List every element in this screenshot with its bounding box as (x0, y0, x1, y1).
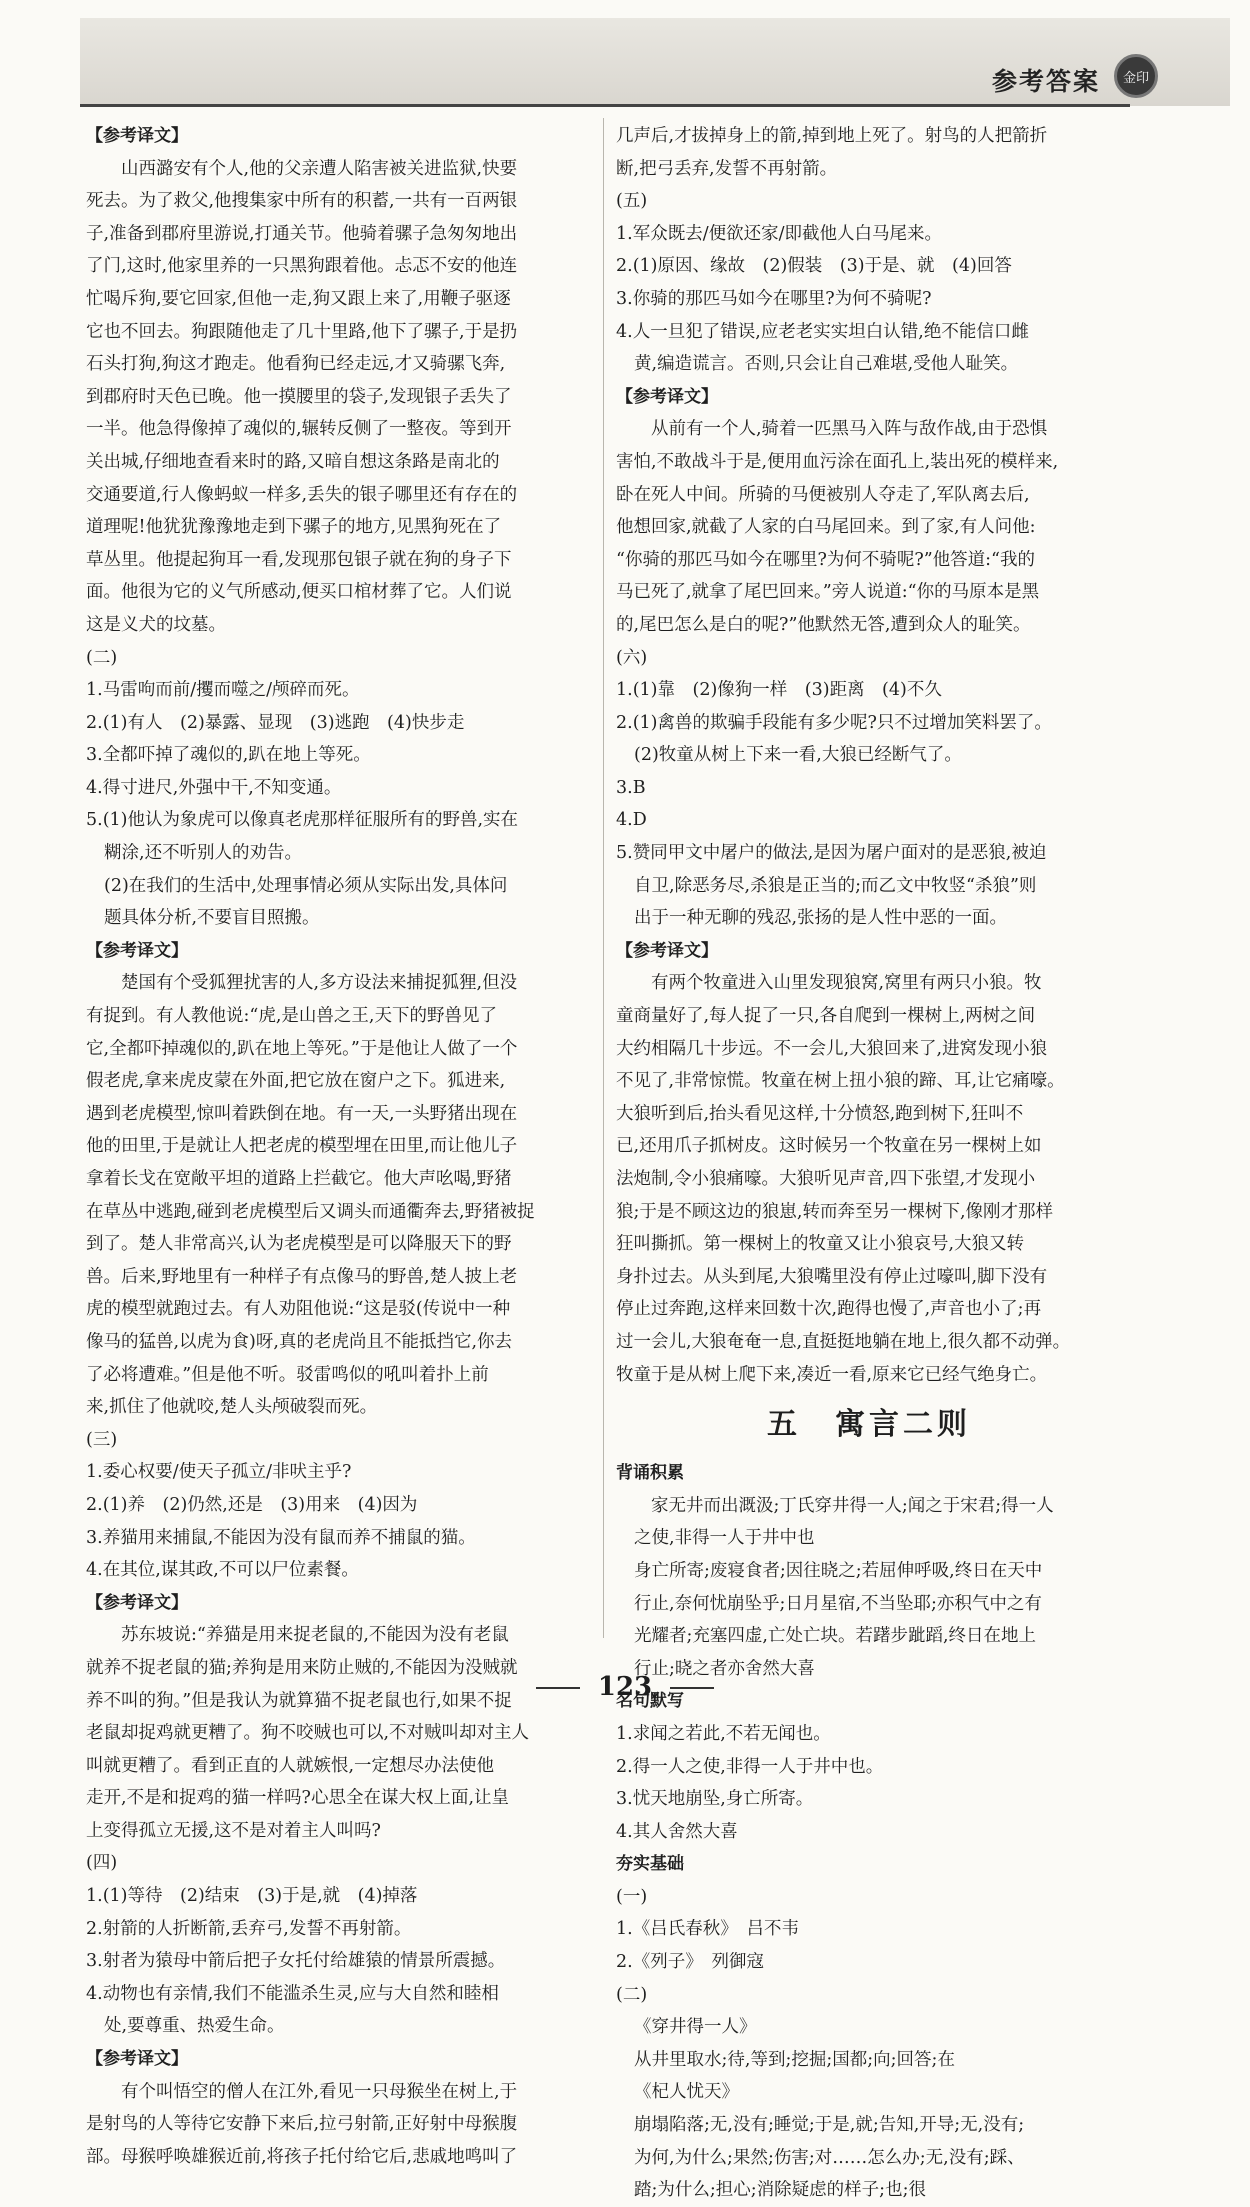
text-line: 楚国有个受狐狸扰害的人,多方设法来捕捉狐狸,但没 (121, 973, 518, 994)
text-line: 为何,为什么;果然;伤害;对……怎么办;无,没有;踩、 (634, 2147, 1025, 2168)
text-line: 养不叫的狗。”但是我认为就算猫不捉老鼠也行,如果不捉 (86, 1690, 512, 1711)
text-line: 2.(1)禽兽的欺骗手段能有多少呢?只不过增加笑料罢了。 (616, 712, 1052, 733)
text-line: 马已死了,就拿了尾巴回来。”旁人说道:“你的马原本是黑 (616, 582, 1040, 603)
page-number-dash-left (536, 1687, 580, 1689)
text-line: 2.(1)有人 (2)暴露、显现 (3)逃跑 (4)快步走 (86, 712, 465, 733)
text-line: 法炮制,令小狼痛嚎。大狼听见声音,四下张望,才发现小 (616, 1169, 1036, 1189)
translation-heading: 【参考译文】 (86, 126, 188, 146)
text-line: 4.人一旦犯了错误,应老老实实坦白认错,绝不能信口雌 (616, 321, 1029, 342)
text-line: 家无井而出溉汲;丁氏穿井得一人;闻之于宋君;得一人 (651, 1495, 1054, 1516)
text-line: 行止,奈何忧崩坠乎;日月星宿,不当坠耶;亦积气中之有 (634, 1593, 1042, 1614)
text-line: 光耀者;充塞四虚,亡处亡块。若躇步跐蹈,终日在地上 (634, 1626, 1037, 1647)
text-line: 4.得寸进尺,外强中干,不知变通。 (86, 777, 342, 798)
text-line: 狼;于是不顾这边的狼崽,转而奔至另一棵树下,像刚才那样 (616, 1201, 1054, 1222)
text-line: 是射鸟的人等待它安静下来后,拉弓射箭,正好射中母猴腹 (86, 2114, 518, 2135)
text-line: 苏东坡说:“养猫是用来捉老鼠的,不能因为没有老鼠 (121, 1625, 509, 1646)
text-line: 已,还用爪子抓树皮。这时候另一个牧童在另一棵树上如 (616, 1136, 1042, 1157)
text-line: 1.求闻之若此,不若无闻也。 (616, 1723, 831, 1744)
publisher-logo-icon: 金印 (1114, 54, 1158, 98)
text-line: 4.其人舍然大喜 (616, 1821, 738, 1842)
text-line: (五) (616, 191, 648, 212)
text-line: 题具体分析,不要盲目照搬。 (104, 908, 320, 929)
translation-heading: 【参考译文】 (86, 2049, 188, 2070)
text-line: 行止;晓之者亦舍然大喜 (634, 1658, 815, 1679)
text-line: 他的田里,于是就让人把老虎的模型埋在田里,而让他儿子 (86, 1136, 518, 1157)
text-line: (一) (616, 1886, 648, 1907)
column-divider (603, 118, 604, 1638)
text-line: 像马的猛兽,以虎为食)呀,真的老虎尚且不能抵挡它,你去 (86, 1331, 513, 1352)
text-line: 就养不捉老鼠的猫;养狗是用来防止贼的,不能因为没贼就 (86, 1657, 518, 1678)
text-line: 石头打狗,狗这才跑走。他看狗已经走远,才又骑骡飞奔, (86, 354, 506, 375)
text-line: (四) (86, 1853, 118, 1874)
chapter-title: 五 寓言二则 (767, 1407, 971, 1443)
text-line: (三) (86, 1429, 118, 1450)
text-line: 死去。为了救父,他搜集家中所有的积蓄,一共有一百两银 (86, 191, 518, 212)
text-line: 《杞人忧天》 (634, 2082, 739, 2103)
text-line: 到了。楚人非常高兴,认为老虎模型是可以降服天下的野 (86, 1234, 512, 1255)
translation-heading: 【参考译文】 (616, 386, 718, 407)
text-line: 从井里取水;待,等到;挖掘;国都;向;回答;在 (634, 2049, 955, 2070)
text-line: 一半。他急得像掉了魂似的,辗转反侧了一整夜。等到开 (86, 419, 512, 440)
text-line: 它,全都吓掉魂似的,趴在地上等死。”于是他让人做了一个 (86, 1038, 518, 1059)
text-line: 身亡所寄;废寝食者;因往晓之;若屈伸呼吸,终日在天中 (634, 1560, 1043, 1581)
text-line: 5.赞同甲文中屠户的做法,是因为屠户面对的是恶狼,被迫 (616, 843, 1047, 864)
text-line: 4.D (616, 810, 647, 831)
text-line: 不见了,非常惊慌。牧童在树上扭小狼的蹄、耳,让它痛嚎。 (616, 1071, 1065, 1092)
section-heading: 背诵积累 (616, 1463, 684, 1484)
page-number-dash-right (670, 1687, 714, 1689)
text-line: 关出城,仔细地查看来时的路,又暗自想这条路是南北的 (86, 451, 500, 472)
text-line: 1.马雷呴而前/攫而噬之/颅碎而死。 (86, 680, 360, 701)
text-line: 老鼠却捉鸡就更糟了。狗不咬贼也可以,不对贼叫却对主人 (86, 1723, 530, 1744)
text-line: 大约相隔几十步远。不一会儿,大狼回来了,进窝发现小狼 (616, 1038, 1048, 1059)
text-line: 它也不回去。狗跟随他走了几十里路,他下了骡子,于是扔 (86, 321, 518, 342)
page-number-value: 123 (597, 1672, 653, 1702)
section-heading: 名句默写 (616, 1691, 684, 1712)
text-line: 身扑过去。从头到尾,大狼嘴里没有停止过嚎叫,脚下没有 (616, 1266, 1048, 1287)
text-line: 他想回家,就截了人家的白马尾回来。到了家,有人问他: (616, 517, 1036, 538)
text-line: “你骑的那匹马如今在哪里?为何不骑呢?”他答道:“我的 (616, 549, 1035, 570)
text-line: 之使,非得一人于井中也 (634, 1528, 815, 1549)
text-line: 2.(1)原因、缘故 (2)假装 (3)于是、就 (4)回答 (616, 256, 1012, 277)
right-column (616, 120, 1122, 2207)
text-line: 4.动物也有亲情,我们不能滥杀生灵,应与大自然和睦相 (86, 1983, 499, 2004)
text-line: (二) (86, 647, 118, 668)
text-line: 了必将遭难。”但是他不听。驳雷鸣似的吼叫着扑上前 (86, 1364, 489, 1385)
text-line: 害怕,不敢战斗于是,便用血污涂在面孔上,装出死的模样来, (616, 451, 1059, 472)
text-line: 踏;为什么;担心;消除疑虑的样子;也;很 (634, 2180, 926, 2201)
text-line: 2.(1)养 (2)仍然,还是 (3)用来 (4)因为 (86, 1494, 418, 1515)
text-line: 假老虎,拿来虎皮蒙在外面,把它放在窗户之下。狐进来, (86, 1071, 506, 1092)
text-line: 糊涂,还不听别人的劝告。 (104, 843, 303, 864)
text-line: 断,把弓丢弃,发誓不再射箭。 (616, 158, 838, 179)
text-line: 《穿井得一人》 (634, 2017, 757, 2038)
text-line: 子,准备到郡府里游说,打通关节。他骑着骡子急匆匆地出 (86, 223, 518, 244)
text-line: 部。母猴呼唤雄猴近前,将孩子托付给它后,悲戚地鸣叫了 (86, 2146, 518, 2167)
text-line: 这是义犬的坟墓。 (86, 614, 226, 635)
text-line: 走开,不是和捉鸡的猫一样吗?心思全在谋大权上面,让皇 (86, 1788, 510, 1809)
text-line: 出于一种无聊的残忍,张扬的是人性中恶的一面。 (634, 908, 1008, 929)
text-line: 3.忧天地崩坠,身亡所寄。 (616, 1789, 814, 1810)
text-line: 有捉到。有人教他说:“虎,是山兽之王,天下的野兽见了 (86, 1006, 497, 1027)
text-line: 到郡府时天色已晚。他一摸腰里的袋子,发现银子丢失了 (86, 386, 512, 407)
text-line: 在草丛中逃跑,碰到老虎模型后又调头而通衢奔去,野猪被捉 (86, 1201, 535, 1222)
text-line: (六) (616, 647, 648, 668)
text-line: 2.得一人之使,非得一人于井中也。 (616, 1756, 884, 1777)
text-line: 过一会儿,大狼奄奄一息,直挺挺地躺在地上,很久都不动弹。 (616, 1331, 1071, 1352)
text-line: 5.(1)他认为象虎可以像真老虎那样征服所有的野兽,实在 (86, 810, 519, 831)
text-line: 3.B (616, 777, 646, 798)
text-line: 草丛里。他提起狗耳一看,发现那包银子就在狗的身子下 (86, 549, 512, 570)
text-line: 2.《列子》 列御寇 (616, 1952, 764, 1973)
text-line: 3.你骑的那匹马如今在哪里?为何不骑呢? (616, 288, 932, 309)
text-line: 3.全都吓掉了魂似的,趴在地上等死。 (86, 745, 371, 766)
text-line: 上变得孤立无援,这不是对着主人叫吗? (86, 1820, 381, 1841)
translation-heading: 【参考译文】 (616, 940, 718, 961)
text-line: 2.射箭的人折断箭,丢弃弓,发誓不再射箭。 (86, 1918, 412, 1939)
text-line: 虎的模型就跑过去。有人劝阻他说:“这是驳(传说中一种 (86, 1299, 511, 1320)
text-line: 有两个牧童进入山里发现狼窝,窝里有两只小狼。牧 (651, 973, 1042, 994)
text-line: 童商量好了,每人捉了一只,各自爬到一棵树上,两树之间 (616, 1006, 1036, 1027)
text-line: 山西潞安有个人,他的父亲遭人陷害被关进监狱,快要 (121, 158, 518, 179)
text-line: 道理呢!他犹犹豫豫地走到下骡子的地方,见黑狗死在了 (86, 517, 502, 538)
text-line: 4.在其位,谋其政,不可以尸位素餐。 (86, 1560, 359, 1581)
text-line: 崩塌陷落;无,没有;睡觉;于是,就;告知,开导;无,没有; (634, 2115, 1025, 2136)
text-line: 停止过奔跑,这样来回数十次,跑得也慢了,声音也小了;再 (616, 1299, 1042, 1320)
text-line: 自卫,除恶务尽,杀狼是正当的;而乙文中牧竖“杀狼”则 (634, 875, 1037, 896)
header-rule (80, 104, 1130, 107)
text-line: 狂叫撕抓。第一棵树上的牧童又让小狼哀号,大狼又转 (616, 1234, 1025, 1255)
translation-heading: 【参考译文】 (86, 1592, 188, 1613)
text-line: 处,要尊重、热爱生命。 (104, 2016, 285, 2037)
text-line: 牧童于是从树上爬下来,凑近一看,原来它已经气绝身亡。 (616, 1364, 1048, 1385)
text-line: (2)牧童从树上下来一看,大狼已经断气了。 (634, 745, 962, 766)
text-line: 面。他很为它的义气所感动,便买口棺材葬了它。人们说 (86, 582, 512, 603)
text-line: 兽。后来,野地里有一种样子有点像马的野兽,楚人披上老 (86, 1266, 518, 1287)
text-line: 1.军众既去/便欲还家/即截他人白马尾来。 (616, 223, 942, 244)
translation-heading: 【参考译文】 (86, 940, 188, 961)
text-line: 卧在死人中间。所骑的马便被别人夺走了,军队离去后, (616, 484, 1030, 505)
text-line: 黄,编造谎言。否则,只会让自己难堪,受他人耻笑。 (634, 354, 1019, 375)
page-number (0, 1672, 1250, 1702)
left-column (86, 120, 592, 2173)
text-line: 从前有一个人,骑着一匹黑马入阵与敌作战,由于恐惧 (651, 419, 1048, 440)
text-line: 3.养猫用来捕鼠,不能因为没有鼠而养不捕鼠的猫。 (86, 1527, 476, 1548)
text-line: 1.(1)等待 (2)结束 (3)于是,就 (4)掉落 (86, 1886, 418, 1907)
text-line: 1.(1)靠 (2)像狗一样 (3)距离 (4)不久 (616, 680, 942, 701)
section-heading: 夯实基础 (616, 1854, 684, 1875)
header-title: 参考答案 (991, 67, 1100, 96)
text-line: 来,抓住了他就咬,楚人头颅破裂而死。 (86, 1397, 378, 1418)
text-line: 1.《吕氏春秋》 吕不韦 (616, 1919, 799, 1940)
text-line: (二) (616, 1984, 648, 2005)
text-line: 1.委心权要/使天子孤立/非吠主乎? (86, 1462, 352, 1483)
text-line: 遇到老虎模型,惊叫着跌倒在地。有一天,一头野猪出现在 (86, 1103, 518, 1124)
text-line: 拿着长戈在宽敞平坦的道路上拦截它。他大声吆喝,野猪 (86, 1169, 512, 1189)
text-line: 几声后,才拔掉身上的箭,掉到地上死了。射鸟的人把箭折 (616, 126, 1048, 146)
text-line: 忙喝斥狗,要它回家,但他一走,狗又跟上来了,用鞭子驱逐 (86, 288, 511, 309)
text-line: 大狼听到后,抬头看见这样,十分愤怒,跑到树下,狂叫不 (616, 1103, 1024, 1124)
text-line: 叫就更糟了。看到正直的人就嫉恨,一定想尽办法使他 (86, 1755, 495, 1776)
text-line: (2)在我们的生活中,处理事情必须从实际出发,具体问 (104, 875, 508, 896)
text-line: 的,尾巴怎么是白的呢?”他默然无答,遭到众人的耻笑。 (616, 614, 1031, 635)
text-line: 有个叫悟空的僧人在江外,看见一只母猴坐在树上,于 (121, 2081, 518, 2102)
text-line: 了门,这时,他家里养的一只黑狗跟着他。忐忑不安的他连 (86, 256, 518, 277)
text-line: 交通要道,行人像蚂蚁一样多,丢失的银子哪里还有存在的 (86, 484, 518, 505)
text-line: 3.射者为猿母中箭后把子女托付给雄猿的情景所震撼。 (86, 1951, 506, 1972)
